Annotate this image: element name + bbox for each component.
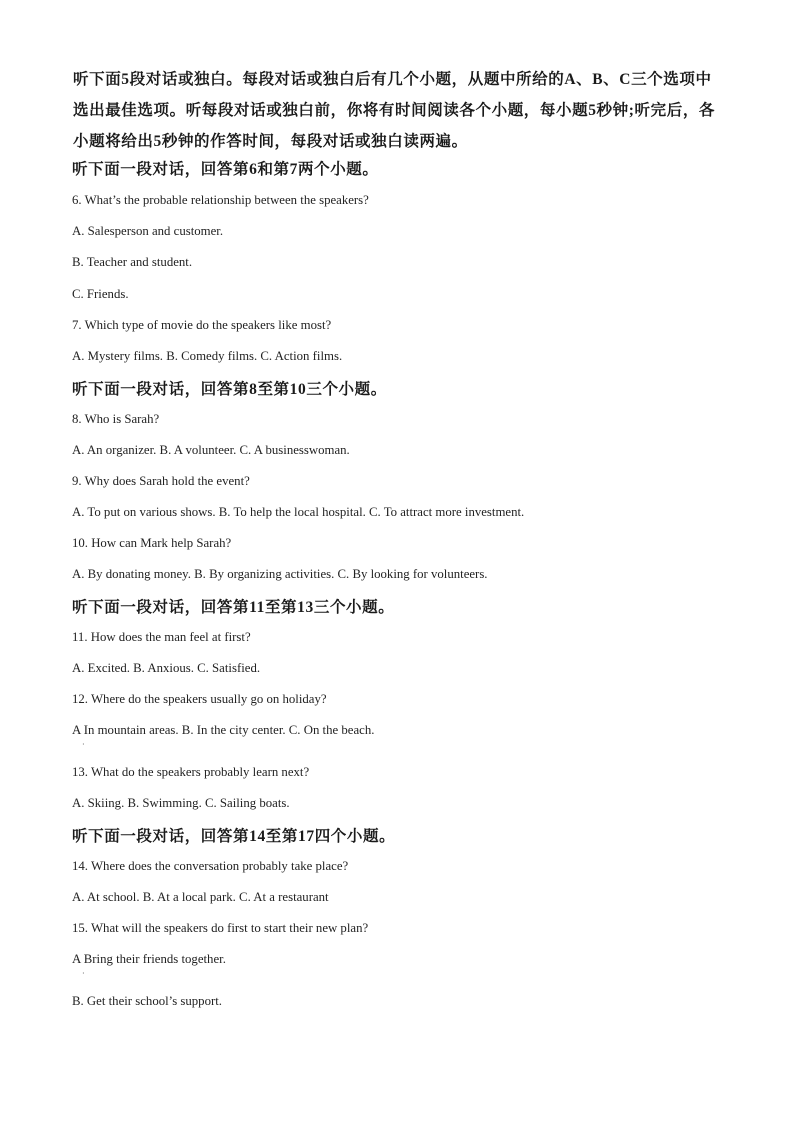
question-7: 7. Which type of movie do the speakers like most? [72, 318, 332, 332]
question-9-options: A. To put on various shows. B. To help the local hospital. C. To attract more investment. [72, 505, 525, 519]
stray-dot-mark: · [82, 740, 85, 749]
question-14-options: A. At school. B. At a local park. C. At a restaurant [72, 890, 329, 904]
question-13: 13. What do the speakers probably learn next? [72, 765, 310, 779]
question-11: 11. How does the man feel at first? [72, 630, 251, 644]
question-15-option-b: B. Get their school’s support. [72, 994, 222, 1008]
question-8: 8. Who is Sarah? [72, 412, 160, 426]
question-6: 6. What’s the probable relationship between the speakers? [72, 193, 369, 207]
question-10: 10. How can Mark help Sarah? [72, 536, 232, 550]
section-header-4: 听下面一段对话，回答第14至第17四个小题。 [72, 828, 396, 845]
question-15: 15. What will the speakers do first to start their new plan? [72, 921, 369, 935]
question-11-options: A. Excited. B. Anxious. C. Satisfied. [72, 661, 261, 675]
section-header-1: 听下面一段对话，回答第6和第7两个小题。 [72, 161, 379, 178]
question-8-options: A. An organizer. B. A volunteer. C. A businesswoman. [72, 443, 350, 457]
stray-dot-mark: · [82, 969, 85, 978]
question-12-options: A In mountain areas. B. In the city center. C. On the beach. [72, 723, 375, 737]
question-9: 9. Why does Sarah hold the event? [72, 474, 250, 488]
listening-instructions: 听下面5段对话或独白。每段对话或独白后有几个小题，从题中所给的A、B、C三个选项中选出最佳选项。听每段对话或独白前，你将有时间阅读各个小题，每小题5秒钟;听完后，各小题将给出5秒钟的作答时间，每段对话或独白读两遍。 [73, 71, 716, 150]
question-14: 14. Where does the conversation probably take place? [72, 859, 349, 873]
question-10-options: A. By donating money. B. By organizing activities. C. By looking for volunteers. [72, 567, 488, 581]
section-header-2: 听下面一段对话，回答第8至第10三个小题。 [72, 381, 387, 398]
question-13-options: A. Skiing. B. Swimming. C. Sailing boats. [72, 796, 290, 810]
question-6-option-b: B. Teacher and student. [72, 255, 193, 269]
section-header-3: 听下面一段对话，回答第11至第13三个小题。 [72, 599, 395, 616]
question-7-options: A. Mystery films. B. Comedy films. C. Action films. [72, 349, 343, 363]
question-15-option-a: A Bring their friends together. [72, 952, 226, 966]
question-12: 12. Where do the speakers usually go on holiday? [72, 692, 327, 706]
question-6-option-a: A. Salesperson and customer. [72, 224, 224, 238]
question-6-option-c: C. Friends. [72, 287, 129, 301]
